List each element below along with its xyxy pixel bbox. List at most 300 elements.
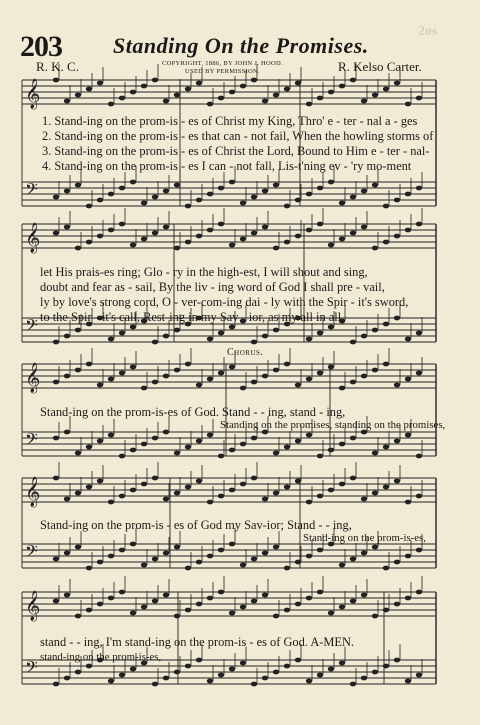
note-head [108,192,114,197]
note-head [284,664,290,669]
note-head [196,439,202,444]
note-head [141,386,147,391]
note-head [185,485,191,490]
note-head [240,237,246,242]
note-head [185,445,191,450]
note-head [416,186,422,191]
note-head [196,198,202,203]
note-head [262,334,268,339]
note-head [207,679,213,684]
note-head [361,225,367,230]
note-head [152,195,158,200]
note-head [284,87,290,92]
note-head [240,84,246,89]
note-head [64,593,70,598]
note-head [229,488,235,493]
note-head [240,661,246,666]
note-head [185,87,191,92]
note-head [405,433,411,438]
note-head [152,682,158,687]
note-head [405,500,411,505]
note-head [64,497,70,502]
note-head [218,222,224,227]
note-head [328,611,334,616]
note-head [284,240,290,245]
note-head [383,87,389,92]
note-head [251,340,257,345]
note-head [328,488,334,493]
note-head [53,78,59,83]
note-head [207,554,213,559]
note-head [97,479,103,484]
note-head [152,231,158,236]
note-head [317,331,323,336]
note-head [394,234,400,239]
note-head [405,228,411,233]
note-head [350,599,356,604]
note-head [317,494,323,499]
note-head [196,234,202,239]
note-head [416,96,422,101]
note-head [284,485,290,490]
note-head [306,433,312,438]
note-head [86,485,92,490]
verse-4-line-2: to the Spir - it's call, Rest-ing in my Sav - ior, as my all in all, [40,310,345,324]
note-head [262,551,268,556]
note-head [416,222,422,227]
bass-clef-icon: 𝄢 [25,429,38,453]
note-head [295,602,301,607]
note-head [152,557,158,562]
note-head [119,96,125,101]
note-head [86,608,92,613]
note-head [64,225,70,230]
permission-line: USED BY PERMISSION. [184,68,260,75]
note-head [53,436,59,441]
note-head [383,445,389,450]
note-head [196,479,202,484]
note-head [416,494,422,499]
note-head [317,186,323,191]
note-head [174,368,180,373]
note-head [317,222,323,227]
note-head [207,228,213,233]
note-head [130,611,136,616]
note-head [53,340,59,345]
note-head [317,548,323,553]
note-head [75,451,81,456]
note-head [75,328,81,333]
note-head [141,201,147,206]
note-head [152,380,158,385]
note-head [394,560,400,565]
note-head [218,454,224,459]
chorus-line-2: Stand-ing on the prom-is - es of God my Sav-ior; Stand - - ing, [40,518,352,532]
note-head [350,436,356,441]
note-head [196,602,202,607]
note-head [317,673,323,678]
note-head [295,479,301,484]
note-head [218,96,224,101]
note-head [141,442,147,447]
note-head [207,596,213,601]
note-head [218,331,224,336]
note-head [372,545,378,550]
note-head [295,198,301,203]
note-head [350,380,356,385]
note-head [328,325,334,330]
note-head [251,195,257,200]
note-head [317,454,323,459]
note-head [86,445,92,450]
note-head [86,566,92,571]
bass-clef-icon: 𝄢 [25,179,38,203]
chorus-line-2-bass: Stand-ing on the prom-is-es, [303,532,426,544]
note-head [284,608,290,613]
note-head [229,611,235,616]
note-head [273,545,279,550]
note-head [185,664,191,669]
note-head [273,183,279,188]
hymn-number: 203 [20,30,62,63]
chorus-line-1: Stand-ing on the prom-is-es of God. Stand - - ing, stand - ing, [40,405,346,419]
note-head [163,334,169,339]
note-head [163,430,169,435]
treble-clef-icon: 𝄞 [25,363,41,393]
verse-3-line-2: ly by love's strong cord, O - ver-com-ing dai - ly with the Spir - it's sword, [40,295,409,309]
note-head [174,491,180,496]
note-head [86,204,92,209]
note-head [394,198,400,203]
note-head [207,102,213,107]
note-head [185,362,191,367]
note-head [108,377,114,382]
note-head [130,90,136,95]
note-head [317,590,323,595]
note-head [273,491,279,496]
note-head [196,560,202,565]
verse-1-line-1: 1. Stand-ing on the prom-is - es of Christ my King, Thro' e - ter - nal a - ges [42,114,418,128]
note-head [295,439,301,444]
treble-clef-icon: 𝄞 [25,223,41,253]
note-head [97,560,103,565]
note-head [53,599,59,604]
bass-clef-icon: 𝄢 [25,315,38,339]
note-head [251,231,257,236]
note-head [108,433,114,438]
note-head [339,661,345,666]
note-head [218,186,224,191]
note-head [350,682,356,687]
note-head [306,377,312,382]
note-head [53,231,59,236]
treble-clef-icon: 𝄞 [25,477,41,507]
note-head [350,78,356,83]
note-head [372,328,378,333]
note-head [383,240,389,245]
hymn-title: Standing On the Promises. [113,33,369,58]
note-head [328,180,334,185]
note-head [361,497,367,502]
note-head [328,90,334,95]
note-head [284,204,290,209]
note-head [174,246,180,251]
note-head [218,548,224,553]
note-head [163,374,169,379]
note-head [75,545,81,550]
note-head [64,189,70,194]
note-head [394,383,400,388]
note-head [317,96,323,101]
note-head [273,368,279,373]
note-head [119,590,125,595]
note-head [152,78,158,83]
note-head [75,246,81,251]
note-head [141,563,147,568]
verse-2-line-1: 2. Stand-ing on the prom-is - es that can - not fail, When the howling storms of [42,129,434,143]
note-head [86,240,92,245]
chorus-line-3-bass: stand-ing on the prom-is-es, [40,651,162,663]
note-head [185,608,191,613]
note-head [361,189,367,194]
copyright-line: COPYRIGHT, 1886, BY JOHN J. HOOD. [162,60,283,67]
note-head [174,670,180,675]
note-head [185,204,191,209]
note-head [383,322,389,327]
note-head [229,90,235,95]
note-head [394,479,400,484]
note-head [339,237,345,242]
note-head [339,84,345,89]
note-head [240,386,246,391]
note-head [196,383,202,388]
note-head [262,374,268,379]
note-head [119,331,125,336]
note-head [306,228,312,233]
note-head [53,195,59,200]
note-head [141,482,147,487]
note-head [251,476,257,481]
note-head [64,551,70,556]
note-head [130,180,136,185]
note-head [394,658,400,663]
note-head [372,368,378,373]
note-head [108,337,114,342]
note-head [339,605,345,610]
note-head [163,497,169,502]
note-head [108,500,114,505]
note-head [328,667,334,672]
note-head [163,225,169,230]
note-head [328,243,334,248]
note-head [218,371,224,376]
note-head [141,605,147,610]
note-head [350,231,356,236]
note-head [229,325,235,330]
note-head [284,362,290,367]
note-head [174,614,180,619]
note-head [174,545,180,550]
note-head [174,451,180,456]
note-head [240,563,246,568]
note-head [306,679,312,684]
chorus-line-3: stand - - ing, I'm stand-ing on the prom-is - es of God. A-MEN. [40,635,355,649]
note-head [383,566,389,571]
note-head [119,222,125,227]
lyricist-credit: R. K. C. [36,59,79,74]
note-head [273,328,279,333]
note-head [75,614,81,619]
note-head [295,81,301,86]
note-head [64,374,70,379]
note-head [295,234,301,239]
note-head [372,246,378,251]
note-head [185,240,191,245]
note-head [207,192,213,197]
note-head [416,454,422,459]
note-head [108,679,114,684]
note-head [152,476,158,481]
note-head [339,482,345,487]
note-head [306,596,312,601]
note-head [185,566,191,571]
note-head [350,476,356,481]
note-head [383,608,389,613]
note-head [372,670,378,675]
verse-1-line-2: let His prais-es ring; Glo - ry in the high-est, I will shout and sing, [40,265,368,279]
note-head [130,488,136,493]
note-head [372,451,378,456]
note-head [273,614,279,619]
note-head [141,237,147,242]
note-head [130,325,136,330]
note-head [383,204,389,209]
note-head [405,192,411,197]
note-head [163,551,169,556]
note-head [383,664,389,669]
note-head [130,243,136,248]
note-head [218,590,224,595]
note-head [361,551,367,556]
note-head [196,81,202,86]
note-head [405,102,411,107]
note-head [295,560,301,565]
note-head [339,201,345,206]
note-head [130,365,136,370]
note-head [86,87,92,92]
note-head [416,548,422,553]
note-head [416,590,422,595]
note-head [218,673,224,678]
note-head [251,436,257,441]
note-head [53,380,59,385]
note-head [163,99,169,104]
note-head [152,599,158,604]
note-head [240,605,246,610]
note-head [339,442,345,447]
composer-credit: R. Kelso Carter. [338,59,422,74]
note-head [262,99,268,104]
note-head [317,371,323,376]
note-head [251,599,257,604]
note-head [361,374,367,379]
note-head [273,93,279,98]
note-head [207,337,213,342]
note-head [273,670,279,675]
note-head [97,234,103,239]
note-head [97,383,103,388]
note-head [394,439,400,444]
note-head [284,445,290,450]
note-head [273,246,279,251]
note-head [262,593,268,598]
note-head [86,362,92,367]
treble-clef-icon: 𝄞 [25,79,41,109]
note-head [119,186,125,191]
bass-clef-icon: 𝄢 [25,657,38,681]
note-head [328,448,334,453]
note-head [86,664,92,669]
note-head [306,500,312,505]
note-head [75,183,81,188]
verse-4-line-1: 4. Stand-ing on the prom-is - es I can - not fall, Lis-t'ning ev - 'ry mo-ment [42,159,412,173]
note-head [119,548,125,553]
note-head [306,337,312,342]
note-head [75,368,81,373]
note-head [405,596,411,601]
note-head [53,682,59,687]
note-head [108,554,114,559]
note-head [229,365,235,370]
note-head [97,198,103,203]
note-head [64,334,70,339]
note-head [350,557,356,562]
note-head [163,593,169,598]
note-head [306,554,312,559]
note-head [108,596,114,601]
note-head [174,328,180,333]
note-head [394,316,400,321]
note-head [240,442,246,447]
verse-3-line-1: 3. Stand-ing on the prom-is - es of Christ the Lord, Bound to Him e - ter - nal- [42,144,430,158]
note-head [108,102,114,107]
note-head [306,102,312,107]
note-head [75,491,81,496]
note-head [174,93,180,98]
note-head [130,542,136,547]
note-head [218,494,224,499]
note-head [416,673,422,678]
note-head [361,99,367,104]
note-head [350,340,356,345]
note-head [295,383,301,388]
note-head [196,658,202,663]
note-head [75,670,81,675]
treble-clef-icon: 𝄞 [25,591,41,621]
note-head [383,362,389,367]
note-head [163,676,169,681]
note-head [207,433,213,438]
note-head [295,658,301,663]
note-head [229,448,235,453]
note-head [251,557,257,562]
note-head [229,243,235,248]
note-head [416,371,422,376]
note-head [372,491,378,496]
note-head [75,93,81,98]
note-head [405,679,411,684]
note-head [251,380,257,385]
